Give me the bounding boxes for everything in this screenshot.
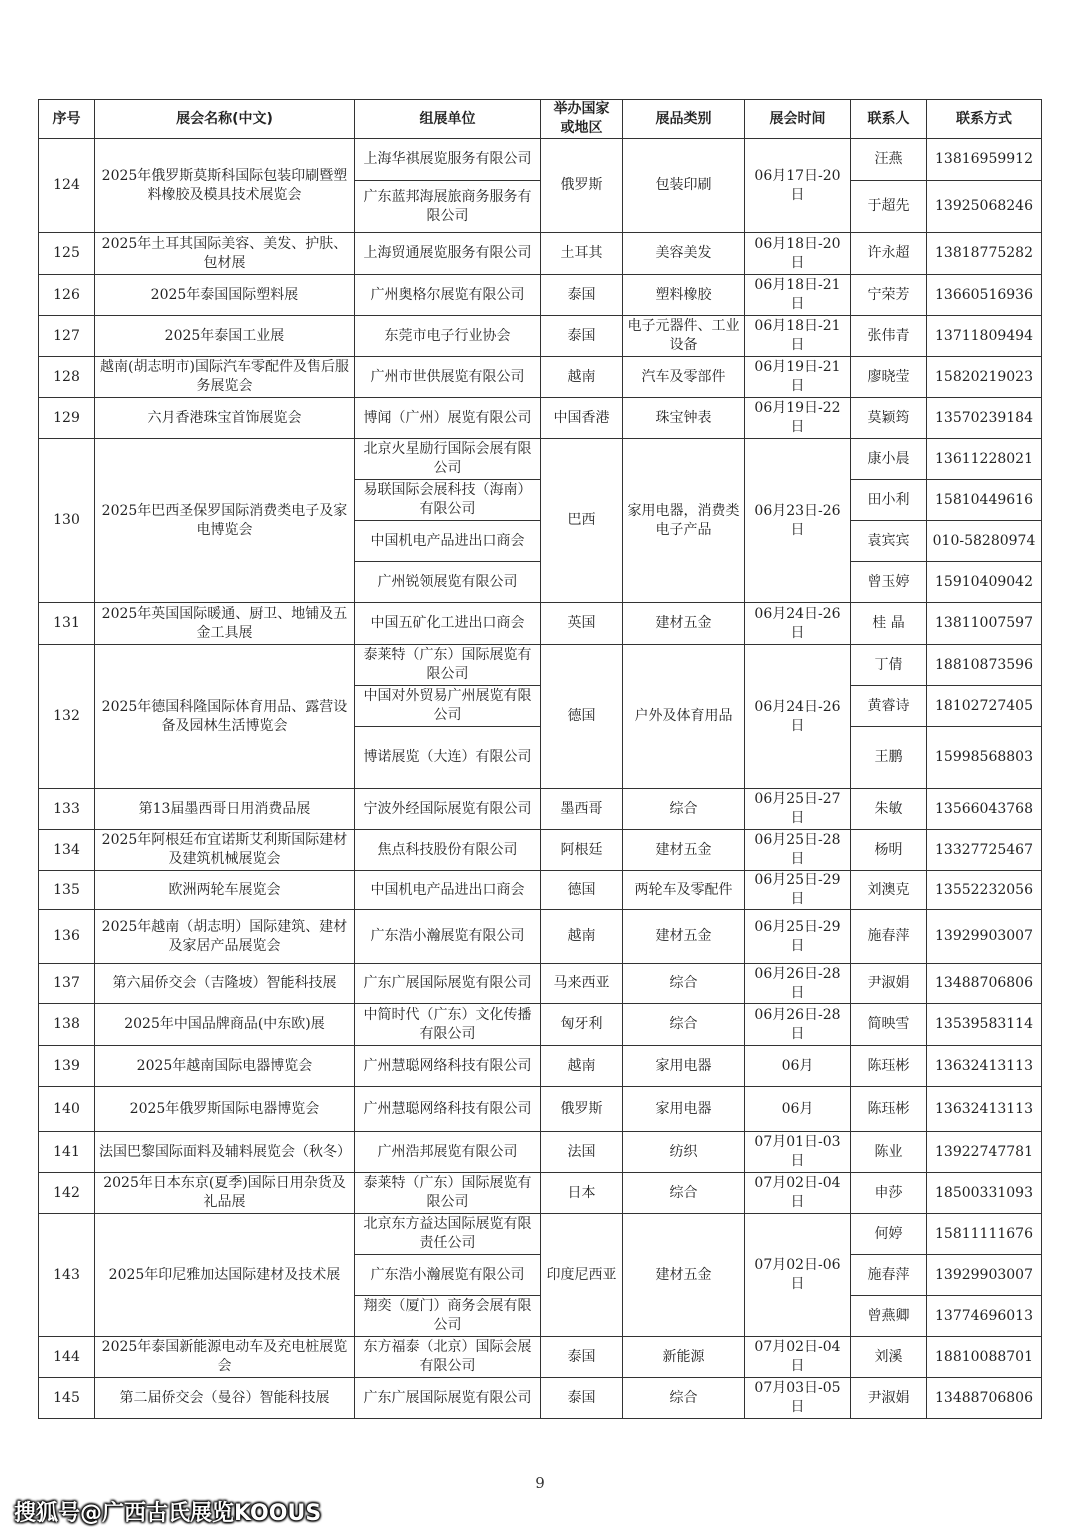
row-number: 136 <box>39 910 95 964</box>
exhibition-time: 07月03日-05日 <box>745 1378 851 1419</box>
contact-phone: 13929903007 <box>927 1255 1042 1296</box>
contact-person: 袁宾宾 <box>851 521 927 562</box>
exhibit-category: 综合 <box>623 964 745 1004</box>
contact-person: 申莎 <box>851 1173 927 1214</box>
table-row <box>39 910 1042 964</box>
exhibit-category: 家用电器 <box>623 1087 745 1132</box>
contact-person: 田小利 <box>851 480 927 521</box>
contact-person: 曾玉婷 <box>851 562 927 603</box>
contact-phone: 13552232056 <box>927 871 1042 910</box>
exhibit-category: 建材五金 <box>623 830 745 871</box>
exhibit-category: 建材五金 <box>623 910 745 964</box>
organizer: 广东广展国际展览有限公司 <box>355 964 541 1004</box>
host-country: 阿根廷 <box>541 830 623 871</box>
exhibition-time: 06月 <box>745 1046 851 1087</box>
organizer: 广州慧聪网络科技有限公司 <box>355 1087 541 1132</box>
contact-person: 桂 晶 <box>851 603 927 645</box>
contact-phone: 13566043768 <box>927 789 1042 830</box>
organizer: 广东广展国际展览有限公司 <box>355 1378 541 1419</box>
host-country: 印度尼西亚 <box>541 1214 623 1337</box>
exhibition-name: 2025年日本东京(夏季)国际日用杂货及礼品展 <box>95 1173 355 1214</box>
exhibition-time: 06月18日-21日 <box>745 316 851 357</box>
exhibit-category: 建材五金 <box>623 603 745 645</box>
host-country: 马来西亚 <box>541 964 623 1004</box>
contact-person: 施春萍 <box>851 910 927 964</box>
contact-phone: 15810449616 <box>927 480 1042 521</box>
contact-phone: 13539583114 <box>927 1004 1042 1046</box>
exhibition-name: 第六届侨交会（吉隆坡）智能科技展 <box>95 964 355 1004</box>
contact-person: 何婷 <box>851 1214 927 1255</box>
host-country: 泰国 <box>541 316 623 357</box>
col-header-org: 组展单位 <box>355 100 541 139</box>
host-country: 德国 <box>541 871 623 910</box>
exhibition-time: 06月17日-20日 <box>745 139 851 233</box>
exhibition-name: 2025年俄罗斯国际电器博览会 <box>95 1087 355 1132</box>
exhibition-time: 07月02日-06日 <box>745 1214 851 1337</box>
table-row <box>39 316 1042 357</box>
organizer: 中简时代（广东）文化传播有限公司 <box>355 1004 541 1046</box>
exhibit-category: 综合 <box>623 1173 745 1214</box>
exhibit-category: 综合 <box>623 789 745 830</box>
exhibition-name: 2025年巴西圣保罗国际消费类电子及家电博览会 <box>95 439 355 603</box>
contact-person: 陈珏彬 <box>851 1087 927 1132</box>
organizer: 北京东方益达国际展览有限责任公司 <box>355 1214 541 1255</box>
row-number: 145 <box>39 1378 95 1419</box>
organizer: 博诺展览（大连）有限公司 <box>355 727 541 789</box>
table-row <box>39 1173 1042 1214</box>
contact-person: 刘溪 <box>851 1337 927 1378</box>
exhibit-category: 电子元器件、工业设备 <box>623 316 745 357</box>
organizer: 翔奕（厦门）商务会展有限公司 <box>355 1296 541 1337</box>
col-header-category: 展品类别 <box>623 100 745 139</box>
contact-phone: 13816959912 <box>927 139 1042 181</box>
table-row <box>39 603 1042 645</box>
contact-person: 许永超 <box>851 233 927 275</box>
table-row <box>39 1046 1042 1087</box>
host-country: 匈牙利 <box>541 1004 623 1046</box>
table-row <box>39 830 1042 871</box>
host-country: 法国 <box>541 1132 623 1173</box>
contact-person: 简映雪 <box>851 1004 927 1046</box>
contact-person: 尹淑娟 <box>851 964 927 1004</box>
host-country: 英国 <box>541 603 623 645</box>
exhibition-time: 07月02日-04日 <box>745 1337 851 1378</box>
exhibit-category: 纺织 <box>623 1132 745 1173</box>
row-number: 128 <box>39 357 95 398</box>
exhibition-time: 06月26日-28日 <box>745 1004 851 1046</box>
contact-person: 刘澳克 <box>851 871 927 910</box>
page-number: 9 <box>535 1474 545 1492</box>
exhibition-time: 06月18日-21日 <box>745 275 851 316</box>
contact-person: 朱敏 <box>851 789 927 830</box>
row-number: 143 <box>39 1214 95 1337</box>
row-number: 125 <box>39 233 95 275</box>
table-row <box>39 1378 1042 1419</box>
exhibition-name: 2025年中国品牌商品(中东欧)展 <box>95 1004 355 1046</box>
exhibit-category: 综合 <box>623 1378 745 1419</box>
exhibition-name: 2025年越南国际电器博览会 <box>95 1046 355 1087</box>
contact-person: 康小晨 <box>851 439 927 480</box>
row-number: 130 <box>39 439 95 603</box>
exhibition-name: 法国巴黎国际面料及辅料展览会（秋冬） <box>95 1132 355 1173</box>
table-row <box>39 1087 1042 1132</box>
row-number: 140 <box>39 1087 95 1132</box>
organizer: 博闻（广州）展览有限公司 <box>355 398 541 439</box>
contact-person: 陈珏彬 <box>851 1046 927 1087</box>
table-row <box>39 357 1042 398</box>
exhibition-name: 2025年德国科隆国际体育用品、露营设备及园林生活博览会 <box>95 645 355 789</box>
contact-phone: 13811007597 <box>927 603 1042 645</box>
exhibition-time: 06月23日-26日 <box>745 439 851 603</box>
exhibit-category: 新能源 <box>623 1337 745 1378</box>
organizer: 广州市世供展览有限公司 <box>355 357 541 398</box>
table-row <box>39 871 1042 910</box>
exhibit-category: 包装印刷 <box>623 139 745 233</box>
host-country: 日本 <box>541 1173 623 1214</box>
exhibition-name: 2025年泰国工业展 <box>95 316 355 357</box>
exhibit-category: 珠宝钟表 <box>623 398 745 439</box>
contact-phone: 15910409042 <box>927 562 1042 603</box>
host-country: 德国 <box>541 645 623 789</box>
exhibition-name: 第13届墨西哥日用消费品展 <box>95 789 355 830</box>
exhibit-category: 综合 <box>623 1004 745 1046</box>
exhibition-name: 欧洲两轮车展览会 <box>95 871 355 910</box>
organizer: 广东浩小瀚展览有限公司 <box>355 1255 541 1296</box>
table-row <box>39 964 1042 1004</box>
organizer: 焦点科技股份有限公司 <box>355 830 541 871</box>
table-row <box>39 1214 1042 1255</box>
row-number: 144 <box>39 1337 95 1378</box>
row-number: 137 <box>39 964 95 1004</box>
organizer: 东方福泰（北京）国际会展有限公司 <box>355 1337 541 1378</box>
contact-phone: 13922747781 <box>927 1132 1042 1173</box>
contact-person: 于超先 <box>851 181 927 233</box>
exhibition-time: 06月25日-29日 <box>745 871 851 910</box>
exhibit-category: 美容美发 <box>623 233 745 275</box>
host-country: 泰国 <box>541 1337 623 1378</box>
exhibition-name: 2025年泰国国际塑料展 <box>95 275 355 316</box>
contact-phone: 18810088701 <box>927 1337 1042 1378</box>
host-country: 越南 <box>541 1046 623 1087</box>
contact-phone: 13632413113 <box>927 1087 1042 1132</box>
col-header-country: 举办国家 或地区 <box>541 100 623 139</box>
row-number: 131 <box>39 603 95 645</box>
organizer: 北京火星励行国际会展有限公司 <box>355 439 541 480</box>
organizer: 广州锐领展览有限公司 <box>355 562 541 603</box>
table-row <box>39 1004 1042 1046</box>
table-row <box>39 139 1042 181</box>
exhibition-name: 2025年俄罗斯莫斯科国际包装印刷暨塑料橡胶及模具技术展览会 <box>95 139 355 233</box>
table-row <box>39 1132 1042 1173</box>
contact-person: 尹淑娟 <box>851 1378 927 1419</box>
row-number: 134 <box>39 830 95 871</box>
table-header-row <box>39 100 1042 139</box>
col-header-name: 展会名称(中文) <box>95 100 355 139</box>
organizer: 广州慧聪网络科技有限公司 <box>355 1046 541 1087</box>
contact-phone: 18102727405 <box>927 686 1042 727</box>
contact-phone: 13818775282 <box>927 233 1042 275</box>
table-body <box>39 139 1042 1419</box>
row-number: 139 <box>39 1046 95 1087</box>
table-row <box>39 1337 1042 1378</box>
contact-person: 施春萍 <box>851 1255 927 1296</box>
exhibition-time: 06月25日-29日 <box>745 910 851 964</box>
row-number: 126 <box>39 275 95 316</box>
exhibition-time: 06月26日-28日 <box>745 964 851 1004</box>
host-country: 墨西哥 <box>541 789 623 830</box>
contact-phone: 13488706806 <box>927 964 1042 1004</box>
host-country: 中国香港 <box>541 398 623 439</box>
host-country: 越南 <box>541 357 623 398</box>
organizer: 易联国际会展科技（海南）有限公司 <box>355 480 541 521</box>
organizer: 中国机电产品进出口商会 <box>355 871 541 910</box>
exhibit-category: 两轮车及零配件 <box>623 871 745 910</box>
exhibition-name: 2025年泰国新能源电动车及充电桩展览会 <box>95 1337 355 1378</box>
contact-person: 王鹏 <box>851 727 927 789</box>
row-number: 142 <box>39 1173 95 1214</box>
exhibition-name: 第二届侨交会（曼谷）智能科技展 <box>95 1378 355 1419</box>
contact-person: 莫颖筠 <box>851 398 927 439</box>
contact-person: 张伟青 <box>851 316 927 357</box>
exhibit-category: 户外及体育用品 <box>623 645 745 789</box>
contact-phone: 13327725467 <box>927 830 1042 871</box>
host-country: 巴西 <box>541 439 623 603</box>
contact-phone: 18500331093 <box>927 1173 1042 1214</box>
col-header-time: 展会时间 <box>745 100 851 139</box>
row-number: 132 <box>39 645 95 789</box>
organizer: 广州奥格尔展览有限公司 <box>355 275 541 316</box>
contact-person: 廖晓莹 <box>851 357 927 398</box>
contact-phone: 13488706806 <box>927 1378 1042 1419</box>
contact-phone: 13611228021 <box>927 439 1042 480</box>
row-number: 133 <box>39 789 95 830</box>
contact-phone: 13632413113 <box>927 1046 1042 1087</box>
organizer: 广东蓝邦海展旅商务服务有限公司 <box>355 181 541 233</box>
exhibition-time: 06月19日-21日 <box>745 357 851 398</box>
exhibition-time: 06月18日-20日 <box>745 233 851 275</box>
contact-phone: 18810873596 <box>927 645 1042 686</box>
col-header-no: 序号 <box>39 100 95 139</box>
exhibition-time: 06月25日-28日 <box>745 830 851 871</box>
organizer: 上海贸通展览服务有限公司 <box>355 233 541 275</box>
row-number: 127 <box>39 316 95 357</box>
organizer: 泰莱特（广东）国际展览有限公司 <box>355 1173 541 1214</box>
contact-person: 丁倩 <box>851 645 927 686</box>
organizer: 中国五矿化工进出口商会 <box>355 603 541 645</box>
organizer: 中国对外贸易广州展览有限公司 <box>355 686 541 727</box>
exhibit-category: 汽车及零部件 <box>623 357 745 398</box>
contact-phone: 010-58280974 <box>927 521 1042 562</box>
exhibition-name: 2025年印尼雅加达国际建材及技术展 <box>95 1214 355 1337</box>
exhibition-time: 07月02日-04日 <box>745 1173 851 1214</box>
contact-person: 黄睿诗 <box>851 686 927 727</box>
contact-phone: 15998568803 <box>927 727 1042 789</box>
exhibit-category: 建材五金 <box>623 1214 745 1337</box>
contact-phone: 15811111676 <box>927 1214 1042 1255</box>
exhibition-name: 2025年越南（胡志明）国际建筑、建材及家居产品展览会 <box>95 910 355 964</box>
exhibit-category: 家用电器 <box>623 1046 745 1087</box>
table-row <box>39 233 1042 275</box>
table-row <box>39 275 1042 316</box>
contact-person: 汪燕 <box>851 139 927 181</box>
contact-phone: 13570239184 <box>927 398 1042 439</box>
contact-phone: 15820219023 <box>927 357 1042 398</box>
exhibition-name: 2025年土耳其国际美容、美发、护肤、包材展 <box>95 233 355 275</box>
host-country: 泰国 <box>541 275 623 316</box>
contact-person: 杨明 <box>851 830 927 871</box>
exhibition-time: 06月19日-22日 <box>745 398 851 439</box>
exhibit-category: 家用电器，消费类电子产品 <box>623 439 745 603</box>
watermark-text: 搜狐号@广西古氏展览KOOUS <box>14 1501 322 1526</box>
exhibition-time: 06月24日-26日 <box>745 603 851 645</box>
host-country: 泰国 <box>541 1378 623 1419</box>
organizer: 泰莱特（广东）国际展览有限公司 <box>355 645 541 686</box>
row-number: 129 <box>39 398 95 439</box>
row-number: 124 <box>39 139 95 233</box>
table-row <box>39 439 1042 480</box>
exhibition-time: 07月01日-03日 <box>745 1132 851 1173</box>
exhibition-time: 06月 <box>745 1087 851 1132</box>
table-row <box>39 398 1042 439</box>
contact-person: 曾燕卿 <box>851 1296 927 1337</box>
table-row <box>39 645 1042 686</box>
exhibit-category: 塑料橡胶 <box>623 275 745 316</box>
contact-person: 宁荣芳 <box>851 275 927 316</box>
row-number: 135 <box>39 871 95 910</box>
host-country: 越南 <box>541 910 623 964</box>
organizer: 广州浩邦展览有限公司 <box>355 1132 541 1173</box>
contact-phone: 13660516936 <box>927 275 1042 316</box>
exhibition-name: 2025年英国国际暖通、厨卫、地铺及五金工具展 <box>95 603 355 645</box>
organizer: 东莞市电子行业协会 <box>355 316 541 357</box>
contact-phone: 13711809494 <box>927 316 1042 357</box>
organizer: 宁波外经国际展览有限公司 <box>355 789 541 830</box>
exhibition-time: 06月24日-26日 <box>745 645 851 789</box>
exhibition-time: 06月25日-27日 <box>745 789 851 830</box>
host-country: 俄罗斯 <box>541 1087 623 1132</box>
contact-phone: 13925068246 <box>927 181 1042 233</box>
contact-person: 陈业 <box>851 1132 927 1173</box>
host-country: 土耳其 <box>541 233 623 275</box>
exhibition-name: 越南(胡志明市)国际汽车零配件及售后服务展览会 <box>95 357 355 398</box>
organizer: 广东浩小瀚展览有限公司 <box>355 910 541 964</box>
contact-phone: 13774696013 <box>927 1296 1042 1337</box>
host-country: 俄罗斯 <box>541 139 623 233</box>
exhibition-name: 2025年阿根廷布宜诺斯艾利斯国际建材及建筑机械展览会 <box>95 830 355 871</box>
exhibition-table <box>38 99 1042 1419</box>
table-row <box>39 789 1042 830</box>
organizer: 上海华祺展览服务有限公司 <box>355 139 541 181</box>
contact-phone: 13929903007 <box>927 910 1042 964</box>
row-number: 138 <box>39 1004 95 1046</box>
organizer: 中国机电产品进出口商会 <box>355 521 541 562</box>
exhibition-name: 六月香港珠宝首饰展览会 <box>95 398 355 439</box>
col-header-phone: 联系方式 <box>927 100 1042 139</box>
row-number: 141 <box>39 1132 95 1173</box>
col-header-person: 联系人 <box>851 100 927 139</box>
